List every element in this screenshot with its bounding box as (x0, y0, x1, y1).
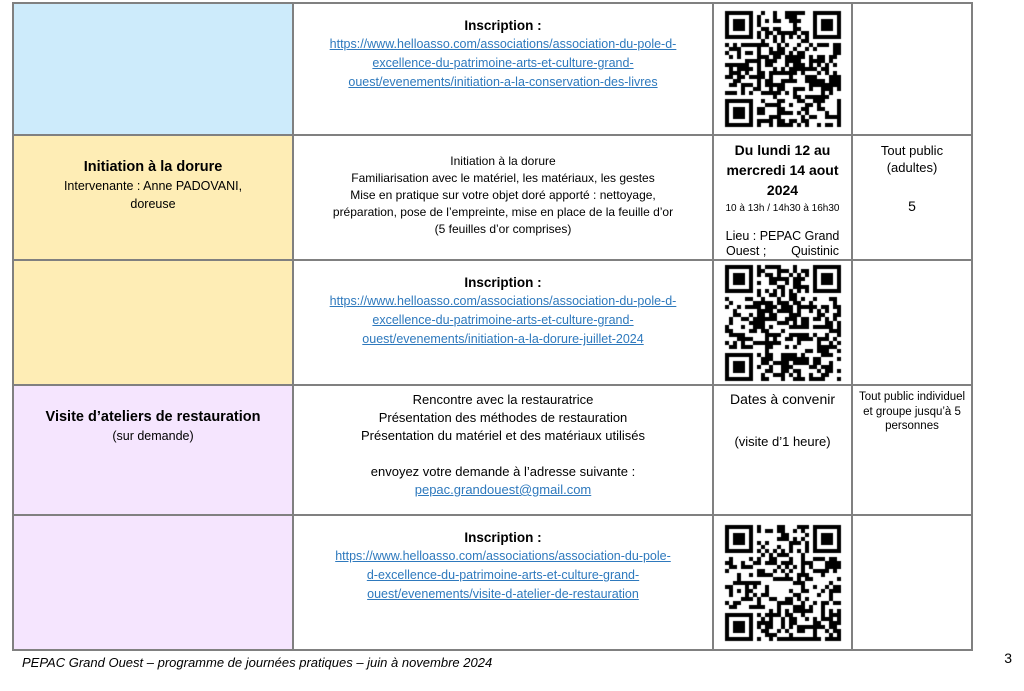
qr-code (721, 261, 845, 385)
schedule-date: Dates à convenir (729, 391, 836, 407)
qr-cell (714, 516, 853, 651)
schedule-date: Du lundi 12 au (734, 142, 831, 158)
audience-text: Tout public individuel et groupe jusqu’à 5 personnes (858, 391, 966, 432)
category-cell-restauration-cont (14, 516, 294, 651)
inscription-link-line[interactable]: excellence-du-patrimoine-arts-et-culture-grand- (372, 313, 634, 327)
inscription-link-line[interactable]: ouest/evenements/initiation-a-la-dorure-juillet-2024 (362, 332, 644, 346)
inscription-label: Inscription : (464, 18, 542, 33)
audience-text: Tout public (880, 143, 944, 158)
description-cell-restauration (294, 386, 714, 516)
inscription-cell-restauration (294, 516, 714, 651)
course-title: Visite d’ateliers de restauration (45, 409, 261, 425)
audience-cell-restauration (853, 386, 973, 516)
capacity-count: 5 (908, 198, 916, 214)
inscription-label: Inscription : (464, 530, 542, 545)
audience-text: (adultes) (886, 160, 938, 175)
audience-cell-empty (853, 261, 973, 386)
category-cell-restauration (14, 386, 294, 516)
schedule-date: mercredi 14 aout (726, 162, 839, 178)
audience-cell-dorure (853, 136, 973, 261)
description-line: Présentation du matériel et des matériaux utilisés (361, 428, 645, 443)
qr-cell (714, 4, 853, 136)
inscription-link-line[interactable]: d-excellence-du-patrimoine-arts-et-culture-grand- (366, 568, 640, 582)
contact-instruction: envoyez votre demande à l’adresse suivante : (370, 464, 636, 479)
schedule-hours: 10 à 13h / 14h30 à 16h30 (725, 203, 840, 214)
schedule-duration: (visite d’1 heure) (734, 434, 831, 449)
course-subtitle: Intervenante : Anne PADOVANI, (63, 179, 243, 193)
description-line: Mise en pratique sur votre objet doré apporté : nettoyage, (350, 188, 656, 202)
inscription-link-line[interactable]: ouest/evenements/visite-d-atelier-de-restauration (367, 587, 639, 601)
course-title: Initiation à la dorure (83, 159, 223, 175)
page-number: 3 (1004, 650, 1012, 666)
course-subtitle: (sur demande) (112, 429, 194, 443)
schedule-cell-dorure (714, 136, 853, 261)
qr-code (721, 7, 845, 131)
footer-text: PEPAC Grand Ouest – programme de journées pratiques – juin à novembre 2024 (22, 655, 493, 670)
email-link[interactable]: pepac.grandouest@gmail.com (414, 482, 592, 497)
inscription-label: Inscription : (464, 275, 542, 290)
blank-line (296, 445, 710, 463)
program-table (12, 2, 973, 651)
inscription-link-line[interactable]: https://www.helloasso.com/associations/association-du-pole- (335, 549, 671, 563)
category-cell-dorure-cont (14, 261, 294, 386)
description-line: (5 feuilles d’or comprises) (434, 222, 572, 236)
inscription-link-line[interactable]: excellence-du-patrimoine-arts-et-culture-grand- (372, 56, 634, 70)
description-line: Rencontre avec la restauratrice (412, 392, 594, 407)
inscription-link-line[interactable]: https://www.helloasso.com/associations/association-du-pole-d- (329, 294, 677, 308)
schedule-location: Lieu : PEPAC Grand (725, 229, 840, 243)
audience-cell-empty (853, 516, 973, 651)
inscription-cell-conservation (294, 4, 714, 136)
audience-cell-empty (853, 4, 973, 136)
inscription-cell-dorure (294, 261, 714, 386)
schedule-date: 2024 (766, 182, 799, 198)
inscription-link-line[interactable]: https://www.helloasso.com/associations/association-du-pole-d- (329, 37, 677, 51)
schedule-location (714, 244, 851, 259)
qr-cell (714, 261, 853, 386)
schedule-cell-restauration (714, 386, 853, 516)
description-line: préparation, pose de l’empreinte, mise en place de la feuille d’or (332, 205, 674, 219)
description-line: Familiarisation avec le matériel, les matériaux, les gestes (351, 171, 655, 185)
description-line: Initiation à la dorure (450, 154, 556, 168)
qr-code (721, 521, 845, 645)
category-cell-conservation (14, 4, 294, 136)
course-subtitle: doreuse (130, 197, 176, 211)
schedule-location-part: Ouest ; (726, 244, 767, 258)
inscription-link-line[interactable]: ouest/evenements/initiation-a-la-conservation-des-livres (348, 75, 658, 89)
schedule-location-part: Quistinic (791, 244, 839, 258)
description-cell-dorure (294, 136, 714, 261)
category-cell-dorure (14, 136, 294, 261)
description-line: Présentation des méthodes de restauration (378, 410, 628, 425)
